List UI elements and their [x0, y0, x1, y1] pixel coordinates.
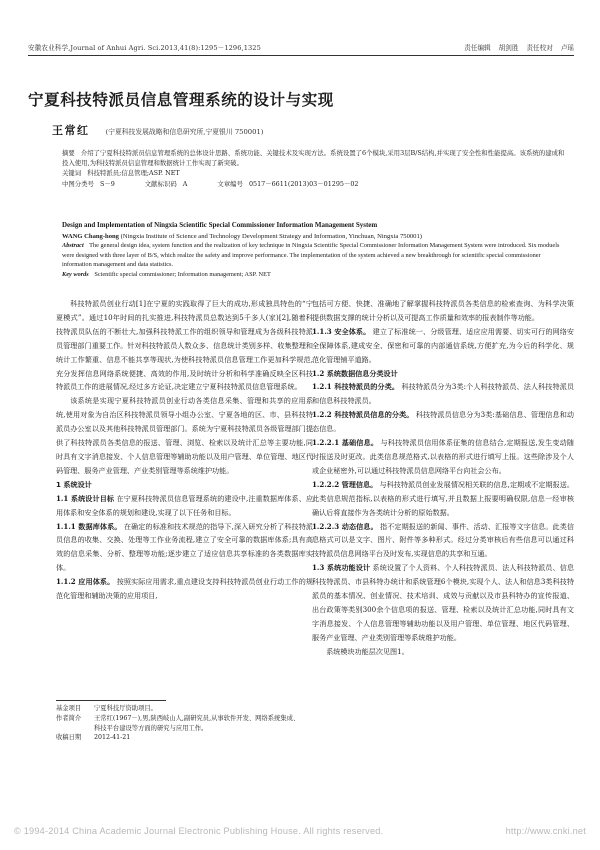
- section-1-2-2: [312, 408, 574, 436]
- section-1-1-3: [312, 325, 574, 367]
- abstract-english: [62, 221, 566, 280]
- author-line: [52, 122, 263, 138]
- section-1-2-1-body: 科技特派员分为3类:个人科技特派员、法人科技特派员和信息科技特派员。: [312, 382, 574, 406]
- fund-value: 宁夏科技厅资助项目。: [94, 705, 157, 712]
- intro-paragraph-2: 该系统是实现宁夏科技特派员创业行动各类信息采集、管理和共享的应用系统,使用对象为自治区科技特派员领导小组办公室、宁夏各地的区、市、县科技特派员办公室以及其他科技特派员管理部门。系统为宁夏科技特派员各级管理部门提供了科技特派员各类信息的报送、管理、浏览、检索以及统计汇总等主要功能,同时具有文字消息接发、个人信息管理等辅助功能以及用户管理、单位管理、地区代码管理、服务产业管理、产业类别管理等系统维护功能。: [56, 396, 313, 475]
- english-author: WANG Chang-hong: [62, 232, 119, 240]
- abstract-cn-text: [62, 148, 566, 168]
- section-1-2-2-1-body: 与科技特派员信用体系征集的信息结合,定期报送,发生变动随时报送及时更改。此类信息规范格式,以表格的形式进行填写上报。这些除涉及个人或企业秘密外,可以通过科技特派员信息网络平台向社会公布。: [312, 438, 575, 475]
- doc-code-label: 文献标识码: [144, 179, 177, 188]
- english-keywords-label: Key words: [62, 270, 89, 278]
- abstract-cn-body: 介绍了宁夏科技特派员信息管理系统的总体设计思路、系统功能、关键技术及实现方法。系统设置了6个模块,采用3层B/S结构,并实现了安全性和性能提高。该系统的建成和投入使用,为科技特派员信息管理和数据统计工作实现了新突破。: [62, 149, 565, 168]
- english-abstract-label: Abstract: [62, 242, 84, 250]
- section-1-2-2-2-heading: 1.2.2.2 管理信息。: [312, 479, 378, 489]
- author-name: 王常红: [52, 124, 90, 137]
- proof-label: 责任校对: [526, 44, 553, 52]
- section-1-2-2-1-heading: 1.2.2.1 基础信息。: [312, 438, 379, 448]
- article-no-value: 0517－6611(2013)03－01295－02: [248, 179, 359, 188]
- section-1-1-1-body: 在确定的标准和技术规范的指导下,深入研究分析了科技特派员信息的收集、交换、处理等工作业务流程,建立了安全可靠的数据库体系;具有高效的信息采集、分析、整理等功能;逐步建立了适应信息共享标准的各类数据库实体。: [56, 521, 313, 573]
- section-1-1-1: [56, 520, 313, 576]
- abstract-chinese: [62, 148, 566, 189]
- footnote-divider: [56, 700, 166, 701]
- section-1-1-3-heading: 1.1.3 安全体系。: [312, 326, 371, 336]
- section-1-2-1-heading: 1.2.1 科技特派员的分类。: [312, 382, 400, 392]
- figure-reference: 系统模块功能层次见图1。: [326, 646, 409, 656]
- clc-value: S－9: [99, 179, 115, 188]
- section-1-2-1: [312, 380, 574, 408]
- section-1-1-3-body: 建立了标准统一、分级管理、适应应用需要、切实可行的网络安全保障体系,建成安全、保密和可靠的内部通信系统,方便扩充,为今后的科学化、规范化管理铺平道路。: [312, 326, 574, 364]
- doc-code-value: A: [182, 179, 188, 188]
- section-1-1-body: 在宁夏科技特派员信息管理系统的建设中,注重数据库体系、应用体系和安全体系的规划和建设,实现了以下任务和目标。: [56, 493, 313, 517]
- section-1-1: [56, 492, 313, 520]
- section-1-1-2-body: 按照实际应用需求,重点建设支持科技特派员创业行动工作的规范化管理和辅助决策的应用项目,: [56, 577, 313, 601]
- intro-paragraph-1: 科技特派员创业行动[1]在宁夏的实践取得了巨大的成功,形成独具特色的“宁夏模式”。通过10年时间的扎实推进,科技特派员总数达到5千多人(家)[2],随着科技特派员队伍的不断壮大,加强科技特派工作的组织领导和管理成为各级科技特派员管理部门重要工作。针对科技特派员人数众多、信息统计类别多样、收集整理和统计工作繁重、信息不能共享等现状,为使科技特派员信息管理工作更加科学规范,充分发挥信息网络系统便捷、高效的作用,及时统计分析和科学准确反映全区科技特派员工作的进展情况,经过多方论证,决定建立宁夏科技特派员信息管理系统。: [56, 299, 313, 392]
- abstract-cn-label: 摘要: [62, 149, 75, 157]
- section-1-1-heading: 1.1 系统设计目标: [56, 493, 115, 503]
- section-1-1-1-heading: 1.1.1 数据库体系。: [56, 521, 122, 531]
- section-1-3: [312, 561, 574, 644]
- keywords-cn: [62, 168, 566, 178]
- author-bio-value: 王常红(1967－),男,陕西岐山人,副研究员,从事软件开发、网络系统集成、科技平台建设等方面的研究与应用工作。: [94, 714, 300, 732]
- english-abstract-body: The general design idea, system function and the realization of key technique in Ningxia Scientific Special Commissioner Information Management System were introduced. Six moduels were designed with three layer of B/S, which realize the safety and improve performance. The implementation of the system achieved a new breakthrough for scientific special commissioner information management and data statistics.: [62, 242, 560, 269]
- english-title: Design and Implementation of Ningxia Scientific Special Commissioner Information Management System: [62, 221, 378, 229]
- editor-name: 胡剑胜: [498, 44, 519, 52]
- received-value: 2012-41-21: [94, 734, 131, 742]
- english-abstract: [62, 241, 566, 270]
- author-bio-label: 作者简介: [56, 714, 82, 722]
- section-1-1-2-heading: 1.1.2 应用体系。: [56, 577, 115, 587]
- proof-name: 卢瑶: [560, 44, 574, 52]
- section-1-2-2-2: [312, 478, 574, 520]
- section-1-2-2-3-body: 指不定期报送的新闻、事件、活动、汇报等文字信息。此类信息格式可以是文字、图片、附件等多种形式。经过分类审核后有些信息可以通过科技特派员信息网络平台及时发布,实现信息的共享和互通。: [312, 521, 574, 559]
- english-institution: (Ningxia Institute of Science and Technology Development Strategy and Information, Yinchuan, Ningxia 750001): [120, 232, 422, 240]
- section-1-2-2-heading: 1.2.2 科技特派员信息的分类。: [312, 410, 414, 420]
- section-1-2-2-3: [312, 520, 574, 562]
- section-1-2-2-3-heading: 1.2.2.3 动态信息。: [312, 521, 378, 531]
- editor-info: [464, 42, 574, 52]
- section-1-3-heading: 1.3 系统功能设计: [312, 563, 371, 573]
- body-column-left: [56, 297, 313, 603]
- article-title: 宁夏科技特派员信息管理系统的设计与实现: [28, 90, 334, 109]
- footnote-author: [56, 714, 301, 734]
- received-label: 收稿日期: [56, 734, 82, 742]
- continued-paragraph: 包括可方便、快捷、准确地了解掌握科技特派员各类信息的检索查询、为科学决策提供数据支撑的统计分析以及可提高工作质量和效率的报表制作等功能。: [312, 299, 574, 322]
- section-1-3-body: 系统设置了个人资料、个人科技特派员、法人科技特派员、信息科技特派员、市县科特办统计和系统管理6个模块,实现个人、法人和信息3类科技特派员的基本情况、创业情况、技术培训、成效与贡献以及市县科特办的宣传报道、出台政策等类别300余个信息项的报送、管理、检索以及统计汇总功能,同时具有文字消息接发、个人信息管理等辅助功能以及用户管理、单位管理、地区代码管理、服务产业管理、产业类别管理等系统维护功能。: [312, 563, 575, 642]
- section-1-2-2-body: 科技特派员信息分为3类:基础信息、管理信息和动态信息。: [312, 410, 574, 434]
- section-heading-1: 1 系统设计: [56, 479, 92, 489]
- english-keywords-body: Scientific special commissioner; Information management; ASP. NET: [94, 270, 271, 278]
- article-no-label: 文章编号: [217, 179, 243, 188]
- section-1-1-2: [56, 575, 313, 603]
- footnotes: [56, 704, 301, 743]
- classification-row: [62, 179, 566, 189]
- section-heading-1-2: 1.2 系统数据信息分类设计: [312, 368, 398, 378]
- keywords-cn-body: 科技特派员;信息管理;ASP. NET: [87, 169, 180, 178]
- cnki-link[interactable]: http://www.cnki.net: [505, 826, 586, 836]
- running-head: [28, 42, 574, 56]
- fund-label: 基金项目: [56, 705, 82, 712]
- keywords-cn-label: 关键词: [62, 169, 82, 178]
- copyright-text: © 1994-2014 China Academic Journal Electronic Publishing House. All rights reserved.: [14, 826, 384, 836]
- footnote-fund: [56, 704, 301, 714]
- editor-label: 责任编辑: [464, 44, 491, 52]
- english-keywords: [62, 270, 566, 280]
- author-affiliation: (宁夏科技发展战略和信息研究所,宁夏银川 750001): [105, 128, 264, 136]
- journal-citation: 安徽农业科学,Journal of Anhui Agri. Sci.2013,41(8):1295－1296,1325: [28, 44, 261, 52]
- footnote-received: [56, 733, 301, 743]
- section-1-2-2-1: [312, 436, 574, 478]
- copyright-watermark: [14, 826, 586, 836]
- english-author-line: [62, 232, 566, 242]
- section-1-2-2-2-body: 与科技特派员创业发展情况相关联的信息,定期或不定期报送。此类信息规范指标,以表格的形式进行填写,并且数据上报要明确权限,信息一经审核确认后将直接作为各类统计分析的原始数据。: [312, 479, 574, 517]
- body-column-right: [312, 297, 574, 659]
- clc-label: 中图分类号: [62, 179, 94, 188]
